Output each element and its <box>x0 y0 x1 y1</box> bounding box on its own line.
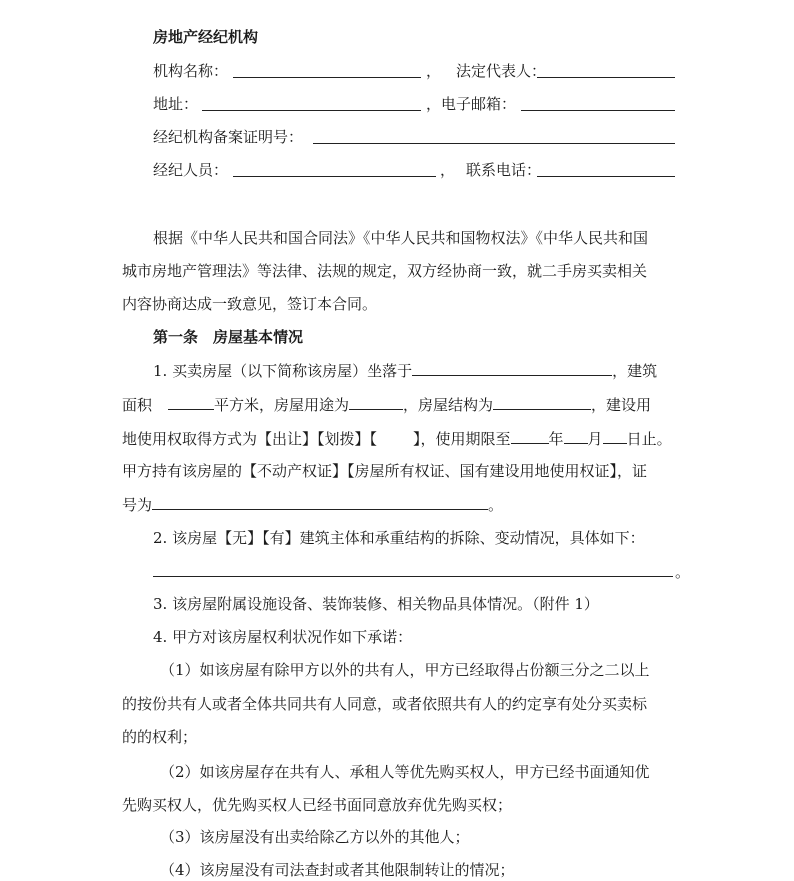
structure-label: ，房屋结构为 <box>403 396 494 414</box>
filing-number-label: 经纪机构备案证明号： <box>153 128 304 146</box>
comma: ， <box>440 161 456 179</box>
item1-location-label: 1. 买卖房屋（以下简称该房屋）坐落于 <box>153 362 413 380</box>
area-label: 面积 <box>122 396 153 414</box>
sub1-line3: 的的权利； <box>122 728 198 746</box>
filing-number-field[interactable] <box>313 143 675 144</box>
item2-text: 2. 该房屋【无】【有】建筑主体和承重结构的拆除、变动情况，具体如下： <box>153 529 645 547</box>
day-label: 日止。 <box>626 430 672 448</box>
item1-text: 。 <box>488 496 504 514</box>
sub1-line1: （1）如该房屋有除甲方以外的共有人，甲方已经取得占份额三分之二以上 <box>160 661 650 679</box>
comma: ， <box>426 62 442 80</box>
sub2-line1: （2）如该房屋存在共有人、承租人等优先购买权人，甲方已经书面通知优 <box>160 763 650 781</box>
term-label: 】，使用期限至 <box>413 430 511 448</box>
year-field[interactable] <box>511 428 549 444</box>
cert-number-field[interactable] <box>152 494 488 510</box>
usage-label: 平方米，房屋用途为 <box>214 396 350 414</box>
preamble-line: 城市房地产管理法》等法律、法规的规定，双方经协商一致，就二手房买卖相关 <box>122 262 648 280</box>
item1-line4: 甲方持有该房屋的【不动产权证】【房屋所有权证、国有建设用地使用权证】，证 <box>122 462 648 480</box>
sub2-line2: 先购买权人，优先购买权人已经书面同意放弃优先购买权； <box>122 796 513 814</box>
phone-field[interactable] <box>537 176 675 177</box>
agent-field[interactable] <box>233 176 436 177</box>
email-field[interactable] <box>521 110 675 111</box>
usage-field[interactable] <box>349 394 403 410</box>
item1-line2 <box>122 394 651 415</box>
sub3-text: （3）该房屋没有出卖给除乙方以外的其他人； <box>160 828 470 846</box>
month-field[interactable] <box>564 428 588 444</box>
agency-name-field[interactable] <box>233 77 421 78</box>
item2-end: 。 <box>675 563 691 581</box>
email-label: 电子邮箱： <box>441 95 517 113</box>
phone-label: 联系电话： <box>466 161 542 179</box>
sub1-line2: 的按份共有人或者全体共同共有人同意，或者依照共有人的约定享有处分买卖标 <box>122 695 648 713</box>
agent-label: 经纪人员： <box>153 161 229 179</box>
item1-line5 <box>122 494 503 515</box>
area-field[interactable] <box>168 394 214 410</box>
address-label: 地址： <box>153 95 199 113</box>
preamble-line: 内容协商达成一致意见，签订本合同。 <box>122 295 378 313</box>
preamble-line: 根据《中华人民共和国合同法》《中华人民共和国物权法》《中华人民共和国 <box>153 229 649 247</box>
day-field[interactable] <box>603 428 627 444</box>
year-label: 年 <box>548 430 564 448</box>
item4-text: 4. 甲方对该房屋权利状况作如下承诺： <box>153 628 413 646</box>
month-label: 月 <box>587 430 603 448</box>
article-title: 第一条 房屋基本情况 <box>153 328 304 346</box>
sub4-text: （4）该房屋没有司法查封或者其他限制转让的情况； <box>160 861 515 879</box>
land-right-label: 地使用权取得方式为【出让】【划拨】【 <box>122 430 378 448</box>
alteration-details-field[interactable] <box>153 576 673 577</box>
item3-text: 3. 该房屋附属设施设备、装饰装修、相关物品具体情况。（附件 1） <box>153 595 599 613</box>
address-field[interactable] <box>202 110 421 111</box>
item1-line1 <box>153 360 657 381</box>
item1-text: ，建筑 <box>612 362 658 380</box>
legal-rep-label: 法定代表人： <box>456 62 547 80</box>
item1-text: ，建设用 <box>591 396 652 414</box>
location-field[interactable] <box>412 360 612 376</box>
item1-line3 <box>122 428 672 449</box>
agency-heading: 房地产经纪机构 <box>153 28 259 46</box>
structure-field[interactable] <box>493 394 591 410</box>
legal-rep-field[interactable] <box>537 77 675 78</box>
comma: ， <box>426 95 442 113</box>
agency-name-label: 机构名称： <box>153 62 229 80</box>
cert-number-label: 号为 <box>122 496 153 514</box>
